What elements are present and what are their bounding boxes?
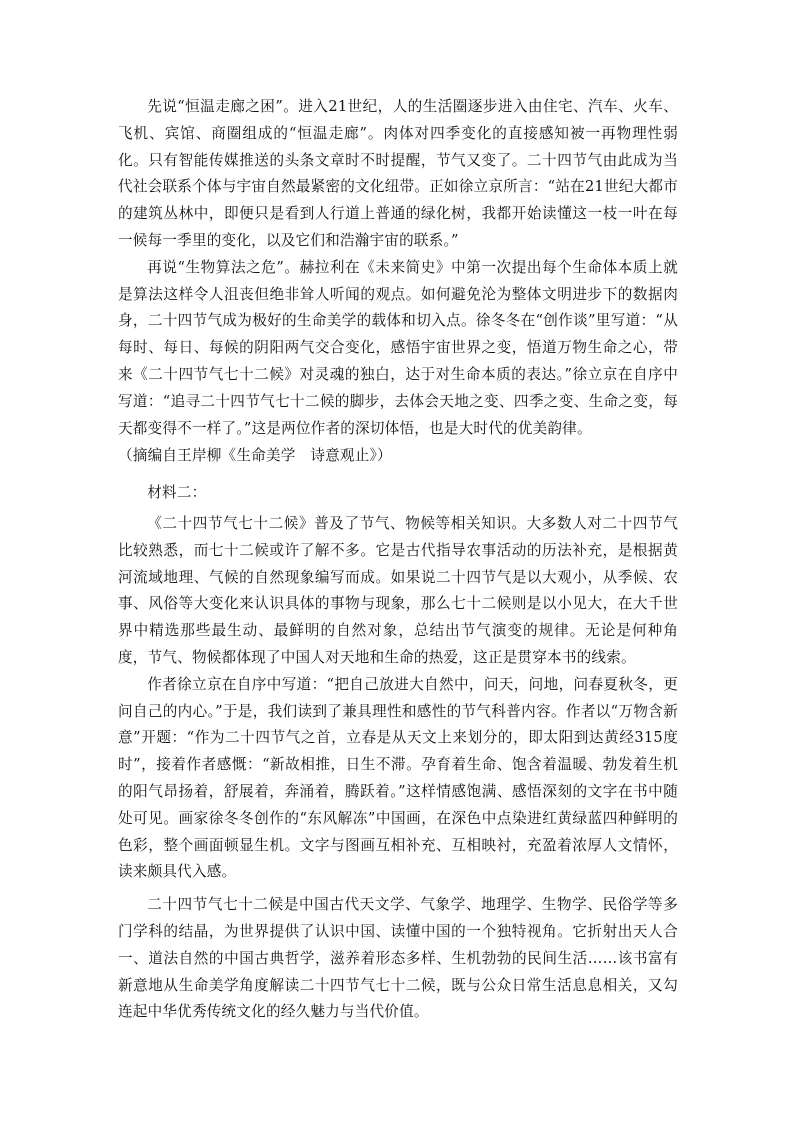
paragraph-constant-temperature-corridor: 先说“恒温走廊之困”。进入21世纪，人的生活圈逐步进入由住宅、汽车、火车、飞机、宾馆、商圈组成的“恒温走廊”。肉体对四季变化的直接感知被一再物理性弱化。只有智能传媒推送的头条文章时不时提醒，节气又变了。二十四节气由此成为当代社会联系个体与宇宙自然最紧密的文化纽带。正如徐立京所言：“站在21世纪大都市的建筑丛林中，即便只是看到人行道上普通的绿化树，我都开始读懂这一枝一叶在每一候每一季里的变化，以及它们和浩瀚宇宙的联系。” [118,98,678,249]
source-citation: （摘编自王岸柳《生命美学 诗意观止》） [118,447,392,465]
material-two-label: 材料二： [147,484,207,502]
paragraph-conclusion: 二十四节气七十二候是中国古代天文学、气象学、地理学、生物学、民俗学等多门学科的结晶，为世界提供了认识中国、读懂中国的一个独特视角。它折射出天人合一、道法自然的中国古典哲学，滋养着形态多样、生机勃勃的民间生活……该书富有新意地从生命美学角度解读二十四节气七十二候，既与公众日常生活息息相关，又勾连起中华优秀传统文化的经久魅力与当代价值。 [118,896,678,1021]
paragraph-book-intro: 《二十四节气七十二候》普及了节气、物候等相关知识。大多数人对二十四节气比较熟悉，而七十二候或许了解不多。它是古代指导农事活动的历法补充，是根据黄河流域地理、气候的自然现象编写而成。如果说二十四节气是以大观小，从季候、农事、风俗等大变化来认识具体的事物与现象，那么七十二候则是以小见大，在大千世界中精选那些最生动、最鲜明的自然对象，总结出节气演变的规律。无论是何种角度，节气、物候都体现了中国人对天地和生命的热爱，这正是贯穿本书的线索。 [118,514,678,666]
paragraph-author-preface: 作者徐立京在自序中写道：“把自己放进大自然中，问天，问地，问春夏秋冬，更问自己的内心。”于是，我们读到了兼具理性和感性的节气科普内容。作者以“万物含新意”开题：“作为二十四节气之首，立春是从天文上来划分的，即太阳到达黄经315度时”，接着作者感慨：“新故相推，日生不滞。孕育着生命、饱含着温暖、勃发着生机的阳气昂扬着，舒展着，奔涌着，腾跃着。”这样情感饱满、感悟深刻的文字在书中随处可见。画家徐冬冬创作的“东风解冻”中国画，在深色中点染进红黄绿蓝四种鲜明的色彩，整个画面顿显生机。文字与图画互相补充、互相映衬，充盈着浓厚人文情怀，读来颇具代入感。 [118,675,678,881]
document-body [118,94,678,1026]
paragraph-biological-algorithm: 再说“生物算法之危”。赫拉利在《未来简史》中第一次提出每个生命体本质上就是算法这样令人沮丧但绝非耸人听闻的观点。如何避免沦为整体文明进步下的数据肉身，二十四节气成为极好的生命美学的载体和切入点。徐冬冬在“创作谈”里写道：“从每时、每日、每候的阴阳两气交合变化，感悟宇宙世界之变，悟道万物生命之心，带来《二十四节气七十二候》对灵魂的独白，达于对生命本质的表达。”徐立京在自序中写道：“追寻二十四节气七十二候的脚步，去体会天地之变、四季之变、生命之变，每天都变得不一样了。”这是两位作者的深切体悟，也是大时代的优美韵律。 [118,258,678,437]
